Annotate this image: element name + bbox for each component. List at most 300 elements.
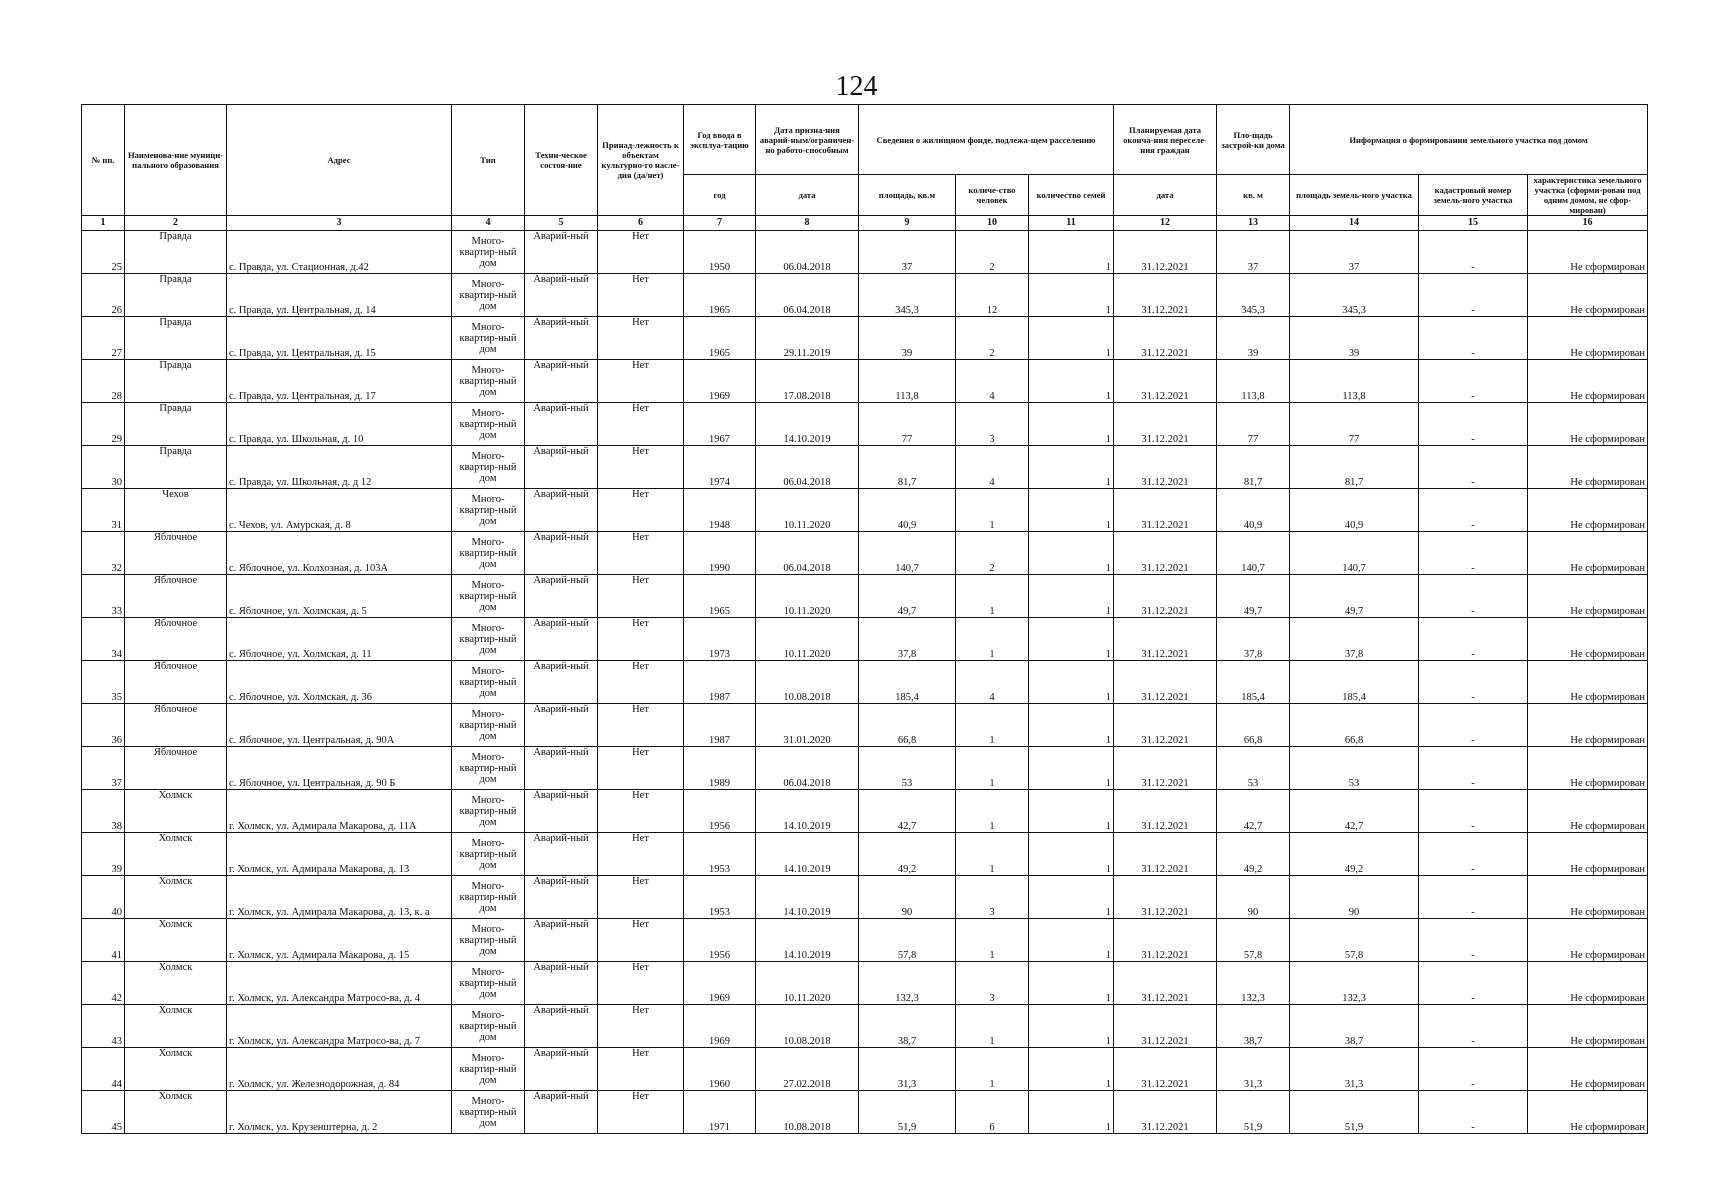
row-number: 40 [82,876,125,919]
year-cell: 1956 [684,919,756,962]
area-cell: 31,3 [859,1048,956,1091]
column-number: 5 [525,216,598,231]
planned-date-cell: 31.12.2021 [1114,1048,1217,1091]
column-number: 12 [1114,216,1217,231]
cadastral-cell: - [1419,231,1528,274]
municipality-cell: Холмск [125,1048,227,1091]
tech-state-cell: Аварий-ный [525,876,598,919]
year-cell: 1989 [684,747,756,790]
type-cell: Много-квартир-ный дом [452,274,525,317]
building-area-cell: 132,3 [1217,962,1290,1005]
cultural-cell: Нет [598,1005,684,1048]
building-area-cell: 57,8 [1217,919,1290,962]
table-row [82,317,1648,360]
building-area-cell: 53 [1217,747,1290,790]
tech-state-cell: Аварий-ный [525,446,598,489]
emergency-date-cell: 29.11.2019 [756,317,859,360]
year-cell: 1948 [684,489,756,532]
people-cell: 1 [956,575,1029,618]
emergency-date-cell: 14.10.2019 [756,919,859,962]
table-row [82,1048,1648,1091]
row-number: 29 [82,403,125,446]
land-area-cell: 53 [1290,747,1419,790]
address-cell: г. Холмск, ул. Александра Матросо-ва, д. 7 [227,1005,452,1048]
land-area-cell: 37 [1290,231,1419,274]
municipality-cell: Правда [125,446,227,489]
area-cell: 57,8 [859,919,956,962]
people-cell: 1 [956,704,1029,747]
municipality-cell: Холмск [125,1091,227,1134]
col-header-building-area: Пло-щадь застрой-ки дома [1217,105,1290,175]
building-area-cell: 185,4 [1217,661,1290,704]
building-area-cell: 66,8 [1217,704,1290,747]
planned-date-cell: 31.12.2021 [1114,360,1217,403]
column-number: 15 [1419,216,1528,231]
cultural-cell: Нет [598,747,684,790]
families-cell: 1 [1029,962,1114,1005]
people-cell: 1 [956,833,1029,876]
row-number: 25 [82,231,125,274]
area-cell: 40,9 [859,489,956,532]
address-cell: с. Правда, ул. Центральная, д. 15 [227,317,452,360]
planned-date-cell: 31.12.2021 [1114,661,1217,704]
emergency-date-cell: 17.08.2018 [756,360,859,403]
col-header-tech-state: Техни-ческое состоя-ние [525,105,598,216]
planned-date-cell: 31.12.2021 [1114,446,1217,489]
land-area-cell: 113,8 [1290,360,1419,403]
building-area-cell: 37 [1217,231,1290,274]
column-number: 3 [227,216,452,231]
families-cell: 1 [1029,1091,1114,1134]
planned-date-cell: 31.12.2021 [1114,962,1217,1005]
year-cell: 1965 [684,575,756,618]
planned-date-cell: 31.12.2021 [1114,1091,1217,1134]
people-cell: 1 [956,489,1029,532]
land-area-cell: 38,7 [1290,1005,1419,1048]
municipality-cell: Правда [125,360,227,403]
cultural-cell: Нет [598,317,684,360]
cultural-cell: Нет [598,575,684,618]
land-char-cell: Не сформирован [1528,833,1648,876]
emergency-date-cell: 10.08.2018 [756,661,859,704]
cadastral-cell: - [1419,962,1528,1005]
families-cell: 1 [1029,747,1114,790]
people-cell: 2 [956,231,1029,274]
municipality-cell: Холмск [125,833,227,876]
cadastral-cell: - [1419,790,1528,833]
planned-date-cell: 31.12.2021 [1114,532,1217,575]
col-header-unit-year: год [684,175,756,216]
address-cell: с. Правда, ул. Школьная, д. 10 [227,403,452,446]
area-cell: 77 [859,403,956,446]
column-number: 1 [82,216,125,231]
col-header-land-char: характеристика земельного участка (сформи-рован под одним домом, не сфор-мирован) [1528,175,1648,216]
table-row [82,747,1648,790]
year-cell: 1960 [684,1048,756,1091]
table-row [82,489,1648,532]
municipality-cell: Правда [125,231,227,274]
area-cell: 38,7 [859,1005,956,1048]
table-row [82,661,1648,704]
cultural-cell: Нет [598,661,684,704]
row-number: 26 [82,274,125,317]
emergency-date-cell: 10.11.2020 [756,618,859,661]
year-cell: 1987 [684,661,756,704]
column-number-row [82,216,1648,231]
cultural-cell: Нет [598,446,684,489]
building-area-cell: 31,3 [1217,1048,1290,1091]
land-char-cell: Не сформирован [1528,489,1648,532]
land-area-cell: 132,3 [1290,962,1419,1005]
planned-date-cell: 31.12.2021 [1114,790,1217,833]
cadastral-cell: - [1419,403,1528,446]
address-cell: г. Холмск, ул. Адмирала Макарова, д. 15 [227,919,452,962]
municipality-cell: Холмск [125,1005,227,1048]
building-area-cell: 40,9 [1217,489,1290,532]
land-char-cell: Не сформирован [1528,1048,1648,1091]
land-area-cell: 51,9 [1290,1091,1419,1134]
cadastral-cell: - [1419,704,1528,747]
area-cell: 113,8 [859,360,956,403]
people-cell: 12 [956,274,1029,317]
col-header-unit-date2: дата [1114,175,1217,216]
families-cell: 1 [1029,231,1114,274]
land-area-cell: 49,7 [1290,575,1419,618]
type-cell: Много-квартир-ный дом [452,446,525,489]
emergency-date-cell: 27.02.2018 [756,1048,859,1091]
people-cell: 1 [956,1048,1029,1091]
col-header-land-info: Информация о формировании земельного участка под домом [1290,105,1648,175]
building-area-cell: 113,8 [1217,360,1290,403]
type-cell: Много-квартир-ный дом [452,231,525,274]
type-cell: Много-квартир-ный дом [452,1091,525,1134]
col-header-families-count: количество семей [1029,175,1114,216]
land-char-cell: Не сформирован [1528,1005,1648,1048]
land-area-cell: 345,3 [1290,274,1419,317]
year-cell: 1965 [684,317,756,360]
land-area-cell: 57,8 [1290,919,1419,962]
address-cell: г. Холмск, ул. Александра Матросо-ва, д. 4 [227,962,452,1005]
building-area-cell: 38,7 [1217,1005,1290,1048]
cadastral-cell: - [1419,489,1528,532]
families-cell: 1 [1029,704,1114,747]
families-cell: 1 [1029,661,1114,704]
year-cell: 1969 [684,962,756,1005]
emergency-date-cell: 31.01.2020 [756,704,859,747]
building-area-cell: 90 [1217,876,1290,919]
land-char-cell: Не сформирован [1528,618,1648,661]
area-cell: 49,7 [859,575,956,618]
col-header-land-area: площадь земель-ного участка [1290,175,1419,216]
people-cell: 1 [956,919,1029,962]
type-cell: Много-квартир-ный дом [452,489,525,532]
building-area-cell: 77 [1217,403,1290,446]
families-cell: 1 [1029,876,1114,919]
area-cell: 90 [859,876,956,919]
table-row [82,274,1648,317]
land-char-cell: Не сформирован [1528,274,1648,317]
tech-state-cell: Аварий-ный [525,403,598,446]
address-cell: с. Чехов, ул. Амурская, д. 8 [227,489,452,532]
col-header-people-count: количе-ство человек [956,175,1029,216]
cultural-cell: Нет [598,403,684,446]
cultural-cell: Нет [598,618,684,661]
emergency-date-cell: 10.08.2018 [756,1005,859,1048]
cadastral-cell: - [1419,919,1528,962]
planned-date-cell: 31.12.2021 [1114,274,1217,317]
row-number: 42 [82,962,125,1005]
families-cell: 1 [1029,1005,1114,1048]
land-area-cell: 31,3 [1290,1048,1419,1091]
table-row [82,1005,1648,1048]
land-char-cell: Не сформирован [1528,790,1648,833]
tech-state-cell: Аварий-ный [525,1091,598,1134]
planned-date-cell: 31.12.2021 [1114,833,1217,876]
row-number: 35 [82,661,125,704]
cultural-cell: Нет [598,704,684,747]
col-header-cultural: Принад-лежность к объектам культурно-го насле-дия (да/нет) [598,105,684,216]
address-cell: с. Яблочное, ул. Холмская, д. 36 [227,661,452,704]
year-cell: 1973 [684,618,756,661]
families-cell: 1 [1029,360,1114,403]
land-area-cell: 49,2 [1290,833,1419,876]
cultural-cell: Нет [598,790,684,833]
column-number: 8 [756,216,859,231]
year-cell: 1953 [684,833,756,876]
building-area-cell: 42,7 [1217,790,1290,833]
people-cell: 1 [956,747,1029,790]
type-cell: Много-квартир-ный дом [452,317,525,360]
type-cell: Много-квартир-ный дом [452,360,525,403]
column-number: 11 [1029,216,1114,231]
emergency-date-cell: 06.04.2018 [756,274,859,317]
emergency-date-cell: 14.10.2019 [756,790,859,833]
row-number: 36 [82,704,125,747]
area-cell: 140,7 [859,532,956,575]
type-cell: Много-квартир-ный дом [452,962,525,1005]
municipality-cell: Холмск [125,790,227,833]
cultural-cell: Нет [598,833,684,876]
area-cell: 39 [859,317,956,360]
cadastral-cell: - [1419,1091,1528,1134]
column-number: 2 [125,216,227,231]
row-number: 28 [82,360,125,403]
planned-date-cell: 31.12.2021 [1114,231,1217,274]
address-cell: с. Яблочное, ул. Центральная, д. 90 Б [227,747,452,790]
tech-state-cell: Аварий-ный [525,532,598,575]
cultural-cell: Нет [598,919,684,962]
cultural-cell: Нет [598,876,684,919]
area-cell: 37 [859,231,956,274]
emergency-date-cell: 14.10.2019 [756,403,859,446]
emergency-date-cell: 14.10.2019 [756,876,859,919]
land-char-cell: Не сформирован [1528,403,1648,446]
area-cell: 185,4 [859,661,956,704]
type-cell: Много-квартир-ный дом [452,704,525,747]
land-area-cell: 40,9 [1290,489,1419,532]
land-char-cell: Не сформирован [1528,919,1648,962]
planned-date-cell: 31.12.2021 [1114,317,1217,360]
municipality-cell: Правда [125,317,227,360]
people-cell: 1 [956,618,1029,661]
cadastral-cell: - [1419,1005,1528,1048]
row-number: 34 [82,618,125,661]
building-area-cell: 81,7 [1217,446,1290,489]
address-cell: с. Яблочное, ул. Холмская, д. 5 [227,575,452,618]
municipality-cell: Холмск [125,919,227,962]
year-cell: 1950 [684,231,756,274]
area-cell: 51,9 [859,1091,956,1134]
cadastral-cell: - [1419,618,1528,661]
row-number: 31 [82,489,125,532]
cultural-cell: Нет [598,274,684,317]
page-number: 124 [835,71,878,102]
address-cell: г. Холмск, ул. Адмирала Макарова, д. 13, к. а [227,876,452,919]
tech-state-cell: Аварий-ный [525,962,598,1005]
emergency-date-cell: 10.11.2020 [756,962,859,1005]
tech-state-cell: Аварий-ный [525,231,598,274]
land-char-cell: Не сформирован [1528,360,1648,403]
land-area-cell: 39 [1290,317,1419,360]
municipality-cell: Яблочное [125,618,227,661]
row-number: 41 [82,919,125,962]
families-cell: 1 [1029,274,1114,317]
municipality-cell: Холмск [125,876,227,919]
area-cell: 132,3 [859,962,956,1005]
planned-date-cell: 31.12.2021 [1114,704,1217,747]
table-row [82,575,1648,618]
area-cell: 42,7 [859,790,956,833]
table-row [82,532,1648,575]
address-cell: г. Холмск, ул. Адмирала Макарова, д. 11А [227,790,452,833]
year-cell: 1969 [684,360,756,403]
col-header-area-sqm: площадь, кв.м [859,175,956,216]
municipality-cell: Яблочное [125,575,227,618]
cultural-cell: Нет [598,489,684,532]
tech-state-cell: Аварий-ный [525,575,598,618]
people-cell: 4 [956,446,1029,489]
cultural-cell: Нет [598,360,684,403]
address-cell: с. Правда, ул. Стационная, д.42 [227,231,452,274]
land-area-cell: 81,7 [1290,446,1419,489]
year-cell: 1969 [684,1005,756,1048]
people-cell: 4 [956,661,1029,704]
emergency-date-cell: 06.04.2018 [756,747,859,790]
building-area-cell: 345,3 [1217,274,1290,317]
table-row [82,704,1648,747]
building-area-cell: 39 [1217,317,1290,360]
column-number: 10 [956,216,1029,231]
land-char-cell: Не сформирован [1528,1091,1648,1134]
year-cell: 1953 [684,876,756,919]
year-cell: 1987 [684,704,756,747]
cadastral-cell: - [1419,876,1528,919]
emergency-date-cell: 14.10.2019 [756,833,859,876]
municipality-cell: Яблочное [125,747,227,790]
column-number: 13 [1217,216,1290,231]
col-header-date-emergency: Дата призна-ния аварий-ным/ограничен-но работо-способным [756,105,859,175]
municipality-cell: Яблочное [125,661,227,704]
families-cell: 1 [1029,446,1114,489]
col-header-year-in-use: Год ввода в эксплуа-тацию [684,105,756,175]
tech-state-cell: Аварий-ный [525,274,598,317]
families-cell: 1 [1029,403,1114,446]
families-cell: 1 [1029,575,1114,618]
type-cell: Много-квартир-ный дом [452,747,525,790]
area-cell: 345,3 [859,274,956,317]
land-char-cell: Не сформирован [1528,704,1648,747]
municipality-cell: Яблочное [125,532,227,575]
emergency-date-cell: 10.08.2018 [756,1091,859,1134]
row-number: 33 [82,575,125,618]
emergency-date-cell: 10.11.2020 [756,489,859,532]
land-area-cell: 42,7 [1290,790,1419,833]
building-area-cell: 49,7 [1217,575,1290,618]
col-header-unit-date: дата [756,175,859,216]
families-cell: 1 [1029,790,1114,833]
land-area-cell: 90 [1290,876,1419,919]
row-number: 37 [82,747,125,790]
emergency-date-cell: 06.04.2018 [756,231,859,274]
area-cell: 66,8 [859,704,956,747]
municipality-cell: Чехов [125,489,227,532]
area-cell: 81,7 [859,446,956,489]
emergency-date-cell: 10.11.2020 [756,575,859,618]
area-cell: 37,8 [859,618,956,661]
planned-date-cell: 31.12.2021 [1114,919,1217,962]
year-cell: 1956 [684,790,756,833]
column-number: 6 [598,216,684,231]
tech-state-cell: Аварий-ный [525,747,598,790]
table-row [82,360,1648,403]
cadastral-cell: - [1419,274,1528,317]
tech-state-cell: Аварий-ный [525,618,598,661]
families-cell: 1 [1029,833,1114,876]
table-row [82,919,1648,962]
land-char-cell: Не сформирован [1528,532,1648,575]
people-cell: 2 [956,532,1029,575]
people-cell: 3 [956,876,1029,919]
column-number: 7 [684,216,756,231]
families-cell: 1 [1029,317,1114,360]
row-number: 38 [82,790,125,833]
cadastral-cell: - [1419,317,1528,360]
tech-state-cell: Аварий-ный [525,1005,598,1048]
row-number: 44 [82,1048,125,1091]
cadastral-cell: - [1419,446,1528,489]
address-cell: с. Яблочное, ул. Холмская, д. 11 [227,618,452,661]
type-cell: Много-квартир-ный дом [452,919,525,962]
table-row [82,403,1648,446]
address-cell: с. Правда, ул. Центральная, д. 17 [227,360,452,403]
cadastral-cell: - [1419,360,1528,403]
area-cell: 53 [859,747,956,790]
table-row [82,231,1648,274]
people-cell: 3 [956,962,1029,1005]
type-cell: Много-квартир-ный дом [452,1048,525,1091]
row-number: 39 [82,833,125,876]
cultural-cell: Нет [598,1091,684,1134]
address-cell: г. Холмск, ул. Адмирала Макарова, д. 13 [227,833,452,876]
table-row [82,790,1648,833]
tech-state-cell: Аварий-ный [525,704,598,747]
land-char-cell: Не сформирован [1528,446,1648,489]
address-cell: с. Правда, ул. Школьная, д. д 12 [227,446,452,489]
people-cell: 2 [956,317,1029,360]
column-number: 4 [452,216,525,231]
col-header-housing-info: Сведения о жилищном фонде, подлежа-щем расселению [859,105,1114,175]
cultural-cell: Нет [598,962,684,1005]
